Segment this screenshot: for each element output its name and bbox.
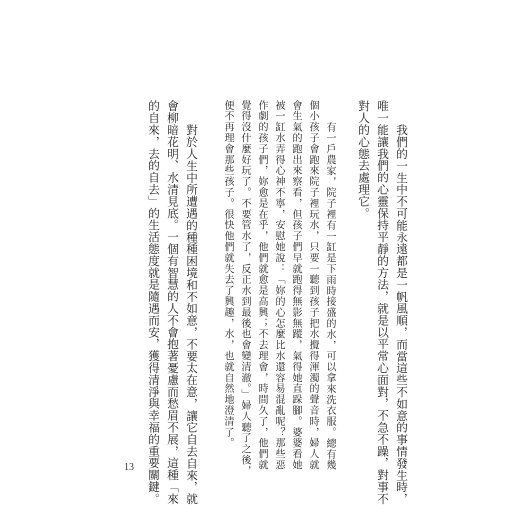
story-column: 作劇的孩子們，妳愈是在乎，他們就愈是高興；不去理會，時間久了，他們就 (256, 100, 267, 471)
paragraph-gap (341, 100, 351, 382)
text-column: 唯一能讓我們的心靈保持平靜的方法，就是以平常心面對，不急不躁，對事不 (376, 100, 390, 505)
story-column: 個小孩子會跑來院子裡玩水，只要一聽到孩子把水攪得渾濁的聲音時，婦人就 (307, 100, 318, 471)
page-number: 13 (124, 462, 134, 473)
story-column: 會生氣的跑出來察看，但孩子們早就跑得無影無蹤，氣得她直跺腳。婆婆看她 (290, 100, 301, 471)
vertical-text-block (147, 100, 409, 505)
paragraph-gap (205, 100, 215, 382)
text-column: 的自來，去的自去」的生活態度就是隨遇而安，獲得清淨與幸福的重要關鍵。 (147, 100, 161, 505)
story-column: 覺得沒什麼好玩了。不要管水了，反正水到最後也會變清澈。」婦人聽了之後， (239, 100, 250, 477)
story-column: 有一戶農家，院子裡有一缸是下雨時接盛的水，可以拿來洗衣服。總有幾 (324, 122, 335, 471)
text-column: 對人的心態去處理它。 (357, 100, 371, 219)
story-column: 便不再理會那些孩子。很快他們就失去了興趣，水，也就自然地澄清了。 (222, 100, 233, 449)
story-column: 被一缸水弄得心神不寧，安慰她說：「妳的心怎麼比水還容易混亂呢？那些惡 (273, 100, 284, 471)
text-column: 對於人生中所遭遇的種種困境和不如意，不要太在意，讓它自去自來，就 (185, 124, 199, 505)
text-column: 會柳暗花明、水清見底。一個有智慧的人不會抱著憂慮而愁眉不展，這種「來 (166, 100, 180, 505)
text-column: 我們的一生中不可能永遠都是一帆風順，而當這些不如意的事情發生時， (395, 124, 409, 505)
